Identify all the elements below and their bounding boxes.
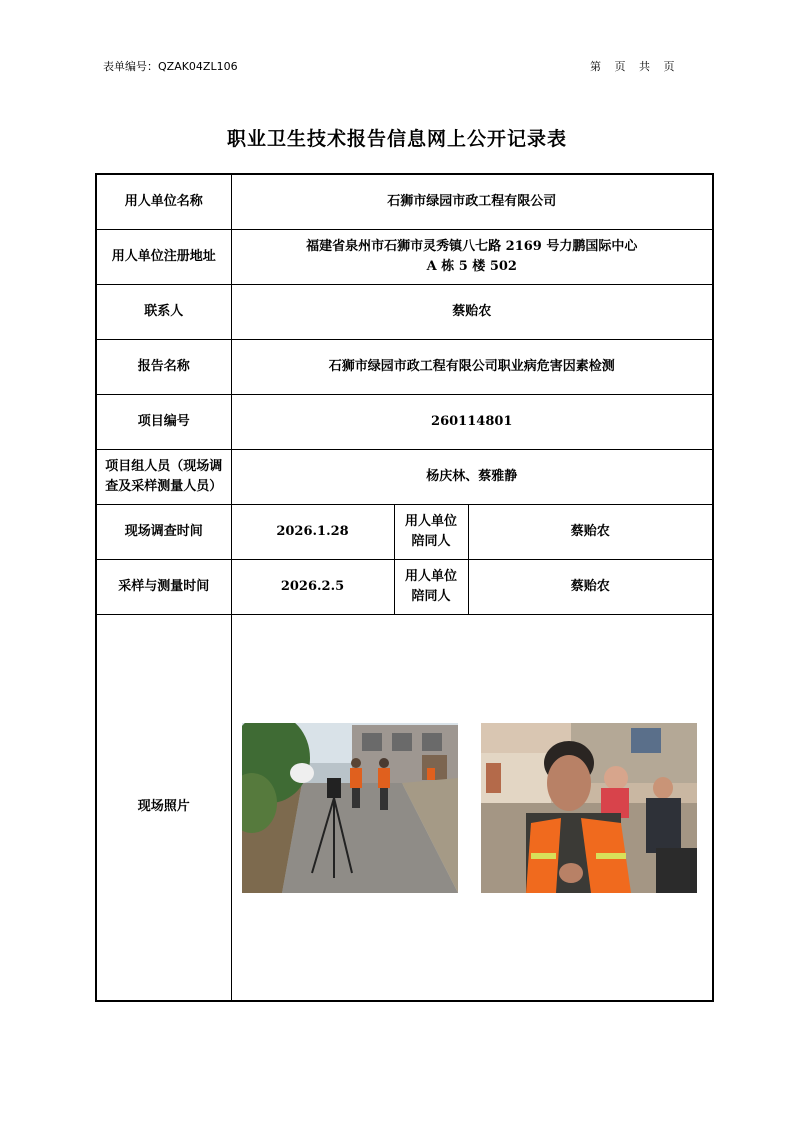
address-value xyxy=(231,229,713,284)
survey-companion-label xyxy=(394,504,468,559)
sampling-companion-label xyxy=(394,559,468,614)
page-title: 职业卫生技术报告信息网上公开记录表 xyxy=(226,128,567,150)
report-name-label: 报告名称 xyxy=(96,339,231,394)
sampling-companion-label-line-2: 陪同人 xyxy=(411,588,451,604)
contact-value: 蔡贻农 xyxy=(231,284,713,339)
address-label: 用人单位注册地址 xyxy=(96,229,231,284)
survey-companion: 蔡贻农 xyxy=(468,504,713,559)
record-table xyxy=(95,173,714,1002)
row-contact xyxy=(96,284,713,339)
sampling-companion: 蔡贻农 xyxy=(468,559,713,614)
site-photo-street xyxy=(242,723,458,893)
row-project-no xyxy=(96,394,713,449)
photos-label: 现场照片 xyxy=(96,614,231,1001)
row-employer-name xyxy=(96,174,713,229)
employer-name-label: 用人单位名称 xyxy=(96,174,231,229)
row-report-name xyxy=(96,339,713,394)
survey-companion-label-line-1: 用人单位 xyxy=(404,513,457,529)
form-number: 表单编号：QZAK04ZL106 xyxy=(103,60,238,73)
row-sampling xyxy=(96,559,713,614)
contact-label: 联系人 xyxy=(96,284,231,339)
survey-date: 2026.1.28 xyxy=(231,504,394,559)
team-label-line-2: 查及采样测量人员） xyxy=(105,478,223,494)
row-survey xyxy=(96,504,713,559)
row-team xyxy=(96,449,713,504)
page-info: 第 页 共 页 xyxy=(590,60,675,73)
photos-area xyxy=(231,614,713,1001)
row-address xyxy=(96,229,713,284)
row-photos xyxy=(96,614,713,1001)
sampling-label: 采样与测量时间 xyxy=(96,559,231,614)
sampling-companion-label-line-1: 用人单位 xyxy=(404,568,457,584)
survey-label: 现场调查时间 xyxy=(96,504,231,559)
employer-name-value: 石狮市绿园市政工程有限公司 xyxy=(231,174,713,229)
project-no-label: 项目编号 xyxy=(96,394,231,449)
team-value: 杨庆林、蔡雅静 xyxy=(231,449,713,504)
site-photo-worker xyxy=(481,723,697,893)
sampling-date: 2026.2.5 xyxy=(231,559,394,614)
address-line-2: A 栋 5 楼 502 xyxy=(426,258,517,274)
team-label-line-1: 项目组人员（现场调 xyxy=(105,458,223,474)
report-name-value: 石狮市绿园市政工程有限公司职业病危害因素检测 xyxy=(231,339,713,394)
survey-companion-label-line-2: 陪同人 xyxy=(411,533,451,549)
address-line-1: 福建省泉州市石狮市灵秀镇八七路 2169 号力鹏国际中心 xyxy=(306,238,638,254)
project-no-value: 260114801 xyxy=(231,394,713,449)
team-label xyxy=(96,449,231,504)
